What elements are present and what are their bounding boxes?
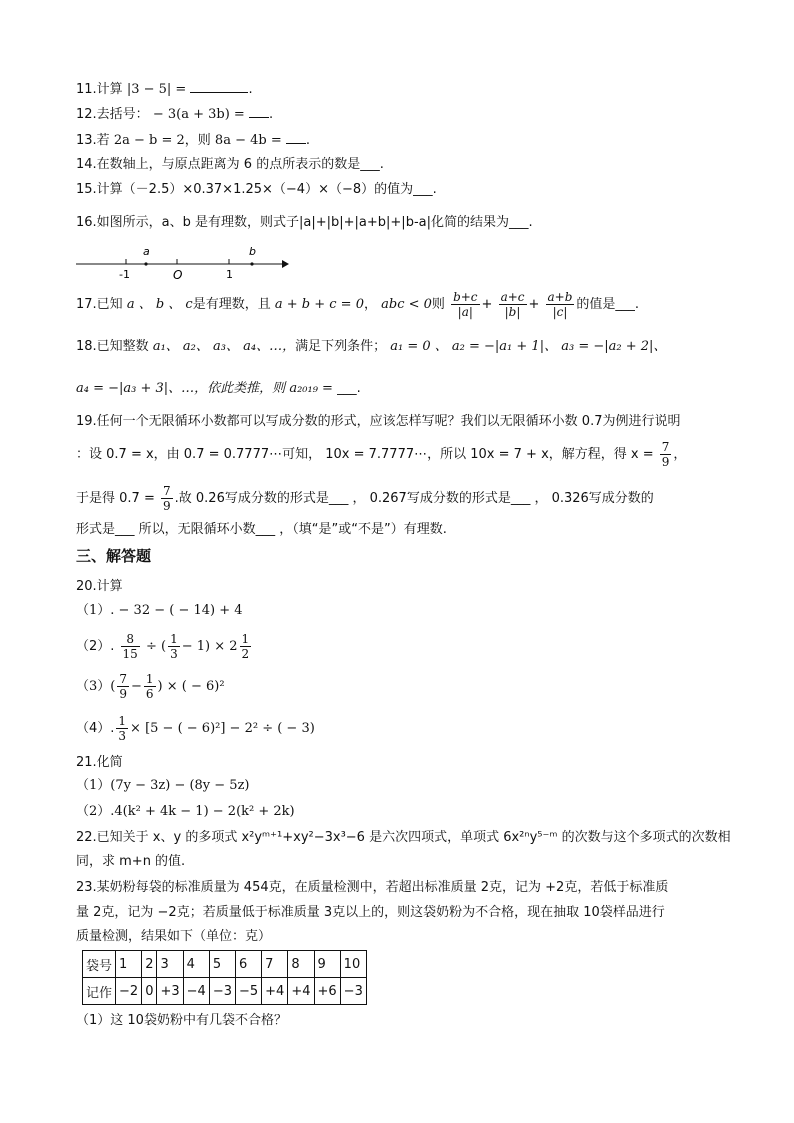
point-a (144, 262, 147, 265)
q20-part-4: （4）. $\frac{1}{3}$ × [5 − ( − 6)²] − 2² ÷ ( − 3) (76, 714, 315, 743)
question-14: 14.在数轴上，与原点距离为 6 的点所表示的数是___. (76, 157, 384, 172)
question-23-line-1: 23.某奶粉每袋的标准质量为 454克，在质量检测中，若超出标准质量 2克，记为 +2克，若低于标准质 (76, 880, 669, 895)
q21-part-1: （1）(7y − 3z) − (8y − 5z) (76, 778, 250, 793)
question-23-sub-1: （1）这 10袋奶粉中有几袋不合格？ (76, 1013, 287, 1028)
question-18-line-1: 18.已知整数 a₁、 a₂、 a₃、 a₄、…，满足下列条件； a₁ = 0 、 a₂ = −|a₁ + 1|、 a₃ = −|a₂ + 2|、 (76, 339, 667, 354)
question-19-line-4: 形式是___ 所以，无限循环小数___ ，（填“是”或“不是”）有理数. (76, 522, 447, 537)
answer-blank (249, 105, 269, 118)
question-23-line-3: 质量检测，结果如下（单位：克） (76, 929, 272, 944)
fraction-3: $\frac{a+b}{|c|}$ (547, 290, 573, 319)
question-16: 16.如图所示，a、b 是有理数，则式子|a|+|b|+|a+b|+|b-a|化简的结果为___. (76, 215, 533, 230)
question-13: 13.若 2a − b = 2，则 8a − 4b = . (76, 133, 310, 148)
q20-part-3: （3）( $\frac{7}{9}$ − $\frac{1}{6}$ ) × ( − 6)² (76, 672, 225, 701)
label-a: a (143, 245, 150, 258)
table-row: 记作 −2 0 +3 −4 −3 −5 +4 +4 +6 −3 (83, 978, 367, 1005)
tick-label-1: 1 (226, 268, 233, 281)
question-22-line-1: 22.已知关于 x、y 的多项式 x²yᵐ⁺¹+xy²−3x³−6 是六次四项式，单项式 6x²ⁿy⁵⁻ᵐ 的次数与这个多项式的次数相 (76, 830, 731, 845)
q11-expression: |3 − 5| = (126, 82, 187, 97)
fraction-2: $\frac{a+c}{|b|}$ (500, 290, 525, 319)
q20-part-2: （2）. $\frac{8}{15}$ ÷ ( $\frac{1}{3}$ − 1) × 2 $\frac{1}{2}$ (76, 632, 250, 661)
question-17: 17.已知 a 、 b 、 c是有理数，且 a + b + c = 0， abc < 0则 $\frac{b+c}{|a|}$ + $\frac{a+c}{|b|}$ + $\frac{a+b}{|c|}$ 的值是___. (76, 290, 640, 319)
answer-blank (286, 131, 306, 144)
q21-part-2: （2）.4(k² + 4k − 1) − 2(k² + 2k) (76, 804, 295, 819)
q12-expression: − 3(a + 3b) = (152, 107, 245, 122)
question-20-title: 20.计算 (76, 579, 123, 594)
fraction-1: $\frac{b+c}{|a|}$ (453, 290, 478, 319)
question-21-title: 21.化简 (76, 755, 123, 770)
question-15: 15.计算（－2.5）×0.37×1.25×（−4）×（−8）的值为___. (76, 182, 437, 197)
q20-part-1: （1）. − 32 − ( − 14) + 4 (76, 603, 243, 618)
question-12: 12.去括号： − 3(a + 3b) = . (76, 107, 274, 122)
question-19-line-1: 19.任何一个无限循环小数都可以写成分数的形式，应该怎样写呢？我们以无限循环小数 0.7̇为例进行说明 (76, 414, 681, 429)
bag-weight-table (82, 950, 367, 1005)
tick-label-neg1: -1 (119, 268, 130, 281)
question-19-line-2: ：设 0.7̇ = x，由 0.7̇ = 0.7777⋯可知， 10x = 7.7777⋯，所以 10x = 7 + x，解方程，得 x = $\frac{7}{9}$ ， (76, 440, 687, 469)
label-b: b (249, 245, 256, 258)
question-22-line-2: 同，求 m+n 的值. (76, 854, 186, 869)
number-line (76, 240, 290, 282)
question-23-line-2: 量 2克，记为 −2克；若质量低于标准质量 3克以上的，则这袋奶粉为不合格，现在抽取 10袋样品进行 (76, 905, 665, 920)
table-row: 袋号 1 2 3 4 5 6 7 8 9 10 (83, 951, 367, 978)
question-11: 11.计算 |3 − 5| = . (76, 82, 253, 97)
question-18-line-2: a₄ = −|a₃ + 3|、…，依此类推，则 a₂₀₁₉ = ___. (76, 381, 361, 396)
answer-blank (190, 80, 248, 93)
tick-label-origin: O (173, 268, 183, 282)
question-19-line-3: 于是得 0.7̇ = $\frac{7}{9}$ .故 0.2̇6̇写成分数的形式是___ ， 0.2̇6̇7̇写成分数的形式是___ ， 0.3̇26̇写成分数的 (76, 484, 654, 513)
section-heading: 三、解答题 (76, 547, 152, 565)
point-b (250, 262, 253, 265)
